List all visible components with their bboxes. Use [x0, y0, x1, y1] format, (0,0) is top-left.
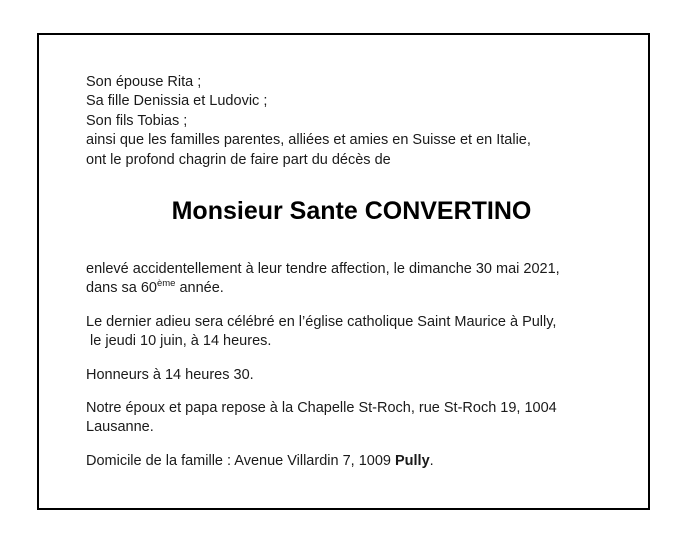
family-line-relatives: ainsi que les familles parentes, alliées et amies en Suisse et en Italie, — [86, 132, 531, 149]
ceremony-paragraph — [86, 313, 617, 352]
domicile-period: . — [429, 452, 434, 469]
family-line-daughter: Sa fille Denissia et Ludovic ; — [86, 93, 268, 110]
death-info-age-before: dans sa 60 — [86, 280, 157, 297]
domicile-line — [86, 452, 617, 471]
ceremony-line1: Le dernier adieu sera célébré en l’église catholique Saint Maurice à Pully, — [86, 313, 557, 330]
deceased-name-title: Monsieur Sante CONVERTINO — [171, 197, 532, 226]
family-line-son: Son fils Tobias ; — [86, 112, 188, 129]
domicile-city: Pully — [394, 452, 430, 469]
family-intro-paragraph — [86, 73, 617, 170]
death-info-age-ordinal: ème — [156, 278, 176, 290]
death-info-line1: enlevé accidentellement à leur tendre affection, le dimanche 30 mai 2021, — [86, 261, 560, 278]
death-info-paragraph — [86, 260, 617, 299]
ceremony-line2: le jeudi 10 juin, à 14 heures. — [86, 333, 272, 350]
honors-paragraph — [86, 366, 617, 385]
death-info-age-after: année. — [175, 280, 224, 297]
death-info-line2 — [86, 279, 617, 298]
domicile-address: Domicile de la famille : Avenue Villardin 7, 1009 — [86, 452, 395, 469]
death-notice-frame — [37, 33, 650, 510]
repose-paragraph — [86, 399, 617, 438]
domicile-paragraph — [86, 452, 617, 471]
death-notice-content — [39, 35, 648, 471]
repose-line1: Notre époux et papa repose à la Chapelle St-Roch, rue St-Roch 19, 1004 — [86, 400, 557, 417]
repose-line2: Lausanne. — [86, 419, 154, 436]
family-line-announcement: ont le profond chagrin de faire part du décès de — [86, 151, 391, 168]
honors-line: Honneurs à 14 heures 30. — [86, 366, 254, 383]
family-line-spouse: Son épouse Rita ; — [86, 74, 202, 90]
